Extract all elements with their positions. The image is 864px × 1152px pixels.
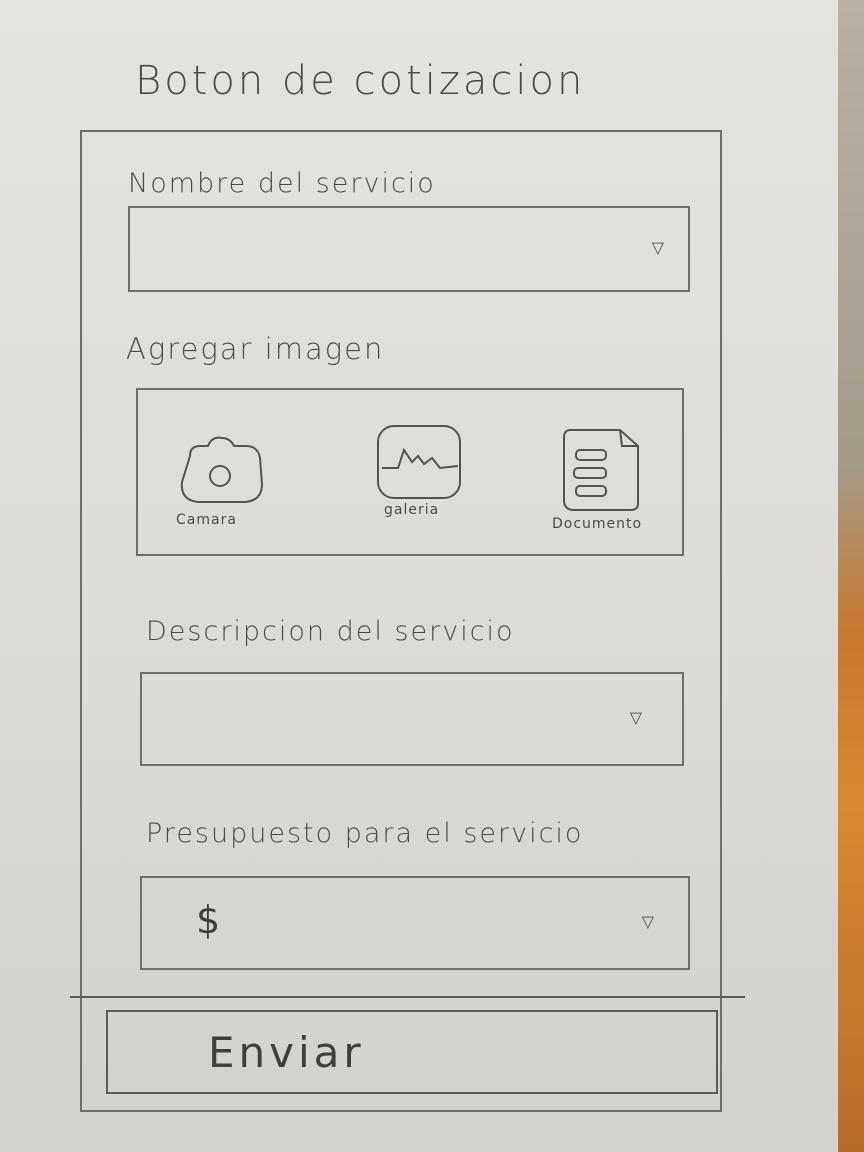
chevron-down-icon: ▽ <box>651 238 664 257</box>
description-label: Descripcion del servicio <box>146 616 515 647</box>
document-caption: Documento <box>552 516 643 532</box>
service-name-label: Nombre del servicio <box>128 168 436 199</box>
image-option-document[interactable] <box>560 424 644 514</box>
camera-caption: Camara <box>176 512 237 528</box>
image-option-camera[interactable] <box>176 434 266 508</box>
chevron-down-icon: ▽ <box>629 708 642 727</box>
send-button[interactable]: Enviar <box>106 1010 718 1094</box>
document-icon <box>560 424 644 514</box>
gallery-caption: galeria <box>384 502 440 518</box>
description-dropdown[interactable] <box>140 672 684 766</box>
image-option-gallery[interactable] <box>374 422 464 502</box>
currency-symbol: $ <box>196 898 221 942</box>
chevron-down-icon: ▽ <box>641 912 654 931</box>
budget-input[interactable] <box>140 876 690 970</box>
camera-icon <box>176 434 266 508</box>
bottom-divider <box>70 996 745 998</box>
budget-label: Presupuesto para el servicio <box>146 818 584 849</box>
gallery-icon <box>374 422 464 502</box>
page-title: Boton de cotizacion <box>135 58 586 104</box>
background-surface <box>838 0 864 1152</box>
service-name-dropdown[interactable] <box>128 206 690 292</box>
add-image-label: Agregar imagen <box>126 332 385 366</box>
